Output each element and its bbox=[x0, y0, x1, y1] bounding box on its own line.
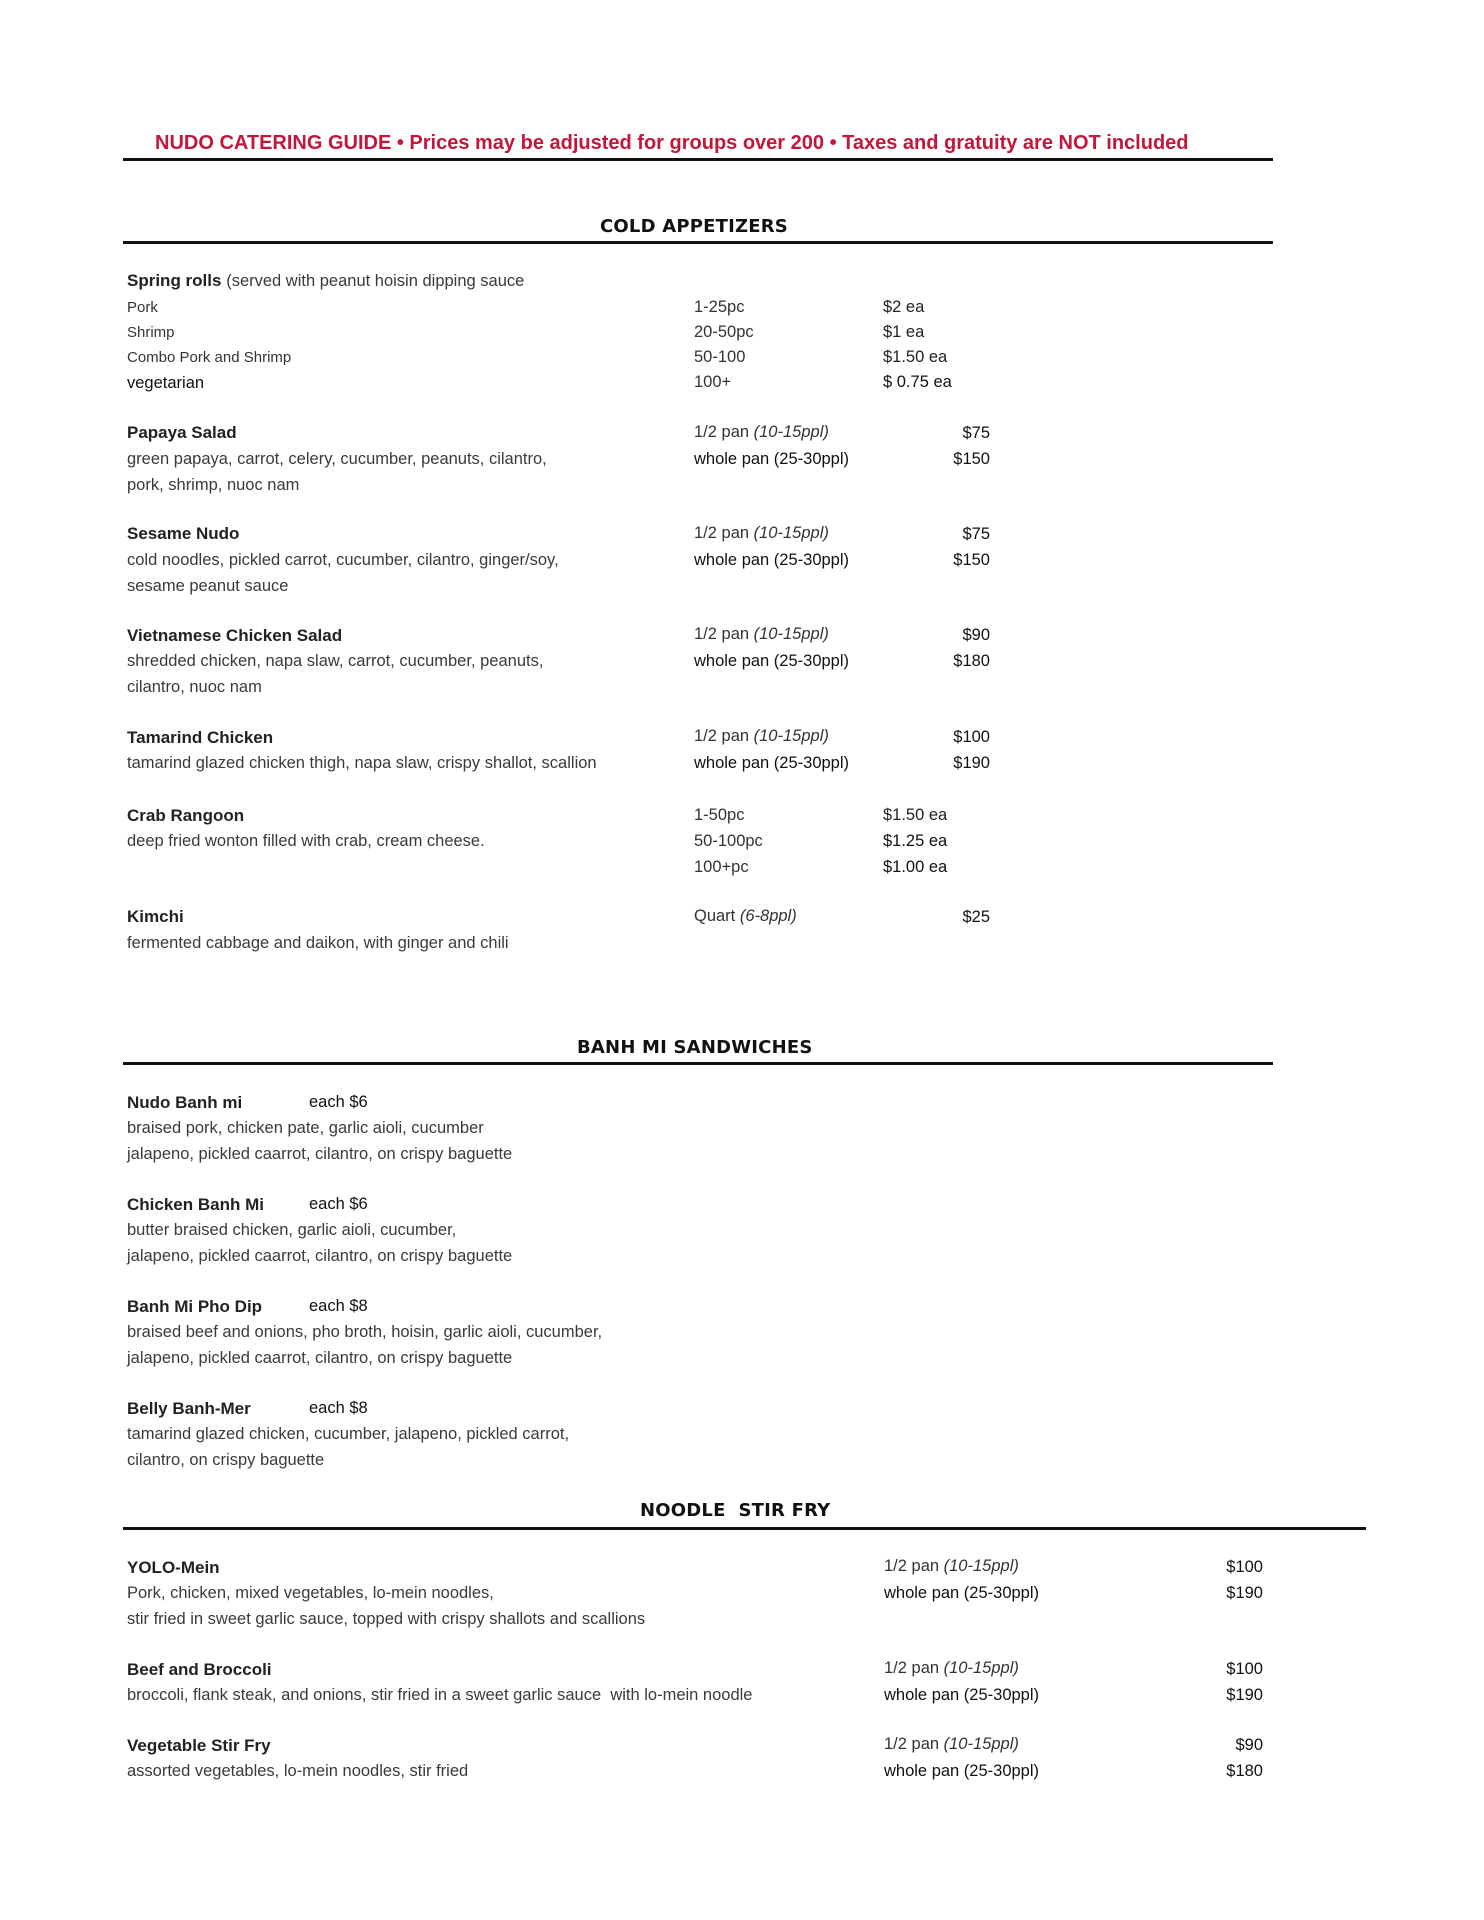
size-people: (10-15ppl) bbox=[753, 524, 829, 542]
item-description: cilantro, on crispy baguette bbox=[127, 1451, 325, 1469]
whole-pan-size: whole pan (25-30ppl) bbox=[694, 450, 850, 468]
half-pan-price: $100 bbox=[953, 728, 990, 746]
size-people: (10-15ppl) bbox=[943, 1557, 1019, 1575]
crab-qty: 100+pc bbox=[694, 858, 749, 876]
item-name: Vegetable Stir Fry bbox=[127, 1736, 271, 1755]
cold-appetizers-rule bbox=[123, 241, 1273, 244]
size-label: 1/2 pan bbox=[884, 1735, 944, 1753]
size-people: (10-15ppl) bbox=[943, 1735, 1019, 1753]
whole-pan-price: $190 bbox=[953, 754, 990, 772]
item-description: butter braised chicken, garlic aioli, cucumber, bbox=[127, 1221, 457, 1239]
spring-roll-qty: 1-25pc bbox=[694, 298, 745, 316]
item-description: cold noodles, pickled carrot, cucumber, cilantro, ginger/soy, bbox=[127, 551, 559, 569]
header-rule bbox=[123, 158, 1273, 161]
half-pan-size bbox=[884, 1659, 1019, 1678]
item-description: sesame peanut sauce bbox=[127, 577, 289, 595]
item-description: stir fried in sweet garlic sauce, topped with crispy shallots and scallions bbox=[127, 1610, 646, 1628]
item-name: Kimchi bbox=[127, 907, 184, 926]
whole-pan-price: $180 bbox=[1226, 1762, 1263, 1780]
half-pan-size bbox=[694, 727, 829, 746]
crab-price: $1.00 ea bbox=[883, 858, 948, 876]
size-people: (10-15ppl) bbox=[753, 727, 829, 745]
whole-pan-size: whole pan (25-30ppl) bbox=[694, 754, 850, 772]
crab-price: $1.50 ea bbox=[883, 806, 948, 824]
item-name: Beef and Broccoli bbox=[127, 1660, 272, 1679]
size-people: (10-15ppl) bbox=[753, 423, 829, 441]
item-description: braised pork, chicken pate, garlic aioli, cucumber bbox=[127, 1119, 484, 1137]
spring-roll-qty: 100+ bbox=[694, 373, 732, 391]
size-label: 1/2 pan bbox=[694, 524, 754, 542]
item-description: shredded chicken, napa slaw, carrot, cucumber, peanuts, bbox=[127, 652, 544, 670]
item-description: tamarind glazed chicken, cucumber, jalapeno, pickled carrot, bbox=[127, 1425, 570, 1443]
catering-guide-title: NUDO CATERING GUIDE • Prices may be adjusted for groups over 200 • Taxes and gratuity are NOT included bbox=[155, 132, 1189, 154]
item-name: YOLO-Mein bbox=[127, 1558, 220, 1577]
spring-rolls-heading bbox=[127, 271, 524, 291]
spring-roll-option: Combo Pork and Shrimp bbox=[127, 349, 292, 366]
spring-roll-option: Shrimp bbox=[127, 324, 175, 341]
item-note: (served with peanut hoisin dipping sauce bbox=[226, 272, 525, 290]
spring-roll-qty: 50-100 bbox=[694, 348, 746, 366]
item-name: Papaya Salad bbox=[127, 423, 237, 442]
quart-size bbox=[694, 907, 797, 926]
item-description: Pork, chicken, mixed vegetables, lo-mein noodles, bbox=[127, 1584, 494, 1602]
half-pan-size bbox=[694, 625, 829, 644]
item-description: green papaya, carrot, celery, cucumber, peanuts, cilantro, bbox=[127, 450, 547, 468]
spring-roll-option: Pork bbox=[127, 299, 158, 316]
whole-pan-size: whole pan (25-30ppl) bbox=[694, 551, 850, 569]
size-label: 1/2 pan bbox=[694, 625, 754, 643]
item-price: each $8 bbox=[309, 1399, 368, 1417]
half-pan-price: $75 bbox=[962, 525, 990, 543]
crab-price: $1.25 ea bbox=[883, 832, 948, 850]
half-pan-size bbox=[884, 1557, 1019, 1576]
quart-price: $25 bbox=[962, 908, 990, 926]
size-people: (10-15ppl) bbox=[753, 625, 829, 643]
item-description: assorted vegetables, lo-mein noodles, stir fried bbox=[127, 1762, 469, 1780]
item-name: Vietnamese Chicken Salad bbox=[127, 626, 343, 645]
section-title-noodle-stir-fry: NOODLE STIR FRY bbox=[640, 1500, 831, 1521]
item-name: Nudo Banh mi bbox=[127, 1093, 243, 1112]
item-name: Belly Banh-Mer bbox=[127, 1399, 251, 1418]
item-description: jalapeno, pickled caarrot, cilantro, on crispy baguette bbox=[127, 1145, 513, 1163]
whole-pan-price: $190 bbox=[1226, 1686, 1263, 1704]
item-description: pork, shrimp, nuoc nam bbox=[127, 476, 300, 494]
size-people: (10-15ppl) bbox=[943, 1659, 1019, 1677]
size-label: 1/2 pan bbox=[694, 727, 754, 745]
section-title-banh-mi: BANH MI SANDWICHES bbox=[577, 1037, 813, 1058]
spring-roll-price: $2 ea bbox=[883, 298, 925, 316]
size-label: 1/2 pan bbox=[694, 423, 754, 441]
half-pan-size bbox=[694, 423, 829, 442]
item-description: jalapeno, pickled caarrot, cilantro, on crispy baguette bbox=[127, 1349, 513, 1367]
item-price: each $6 bbox=[309, 1093, 368, 1111]
whole-pan-size: whole pan (25-30ppl) bbox=[884, 1686, 1040, 1704]
item-name: Crab Rangoon bbox=[127, 806, 245, 825]
spring-roll-price: $1 ea bbox=[883, 323, 925, 341]
size-label: 1/2 pan bbox=[884, 1557, 944, 1575]
whole-pan-price: $190 bbox=[1226, 1584, 1263, 1602]
size-label: 1/2 pan bbox=[884, 1659, 944, 1677]
crab-qty: 1-50pc bbox=[694, 806, 745, 824]
section-title-cold-appetizers: COLD APPETIZERS bbox=[600, 216, 788, 237]
half-pan-price: $75 bbox=[962, 424, 990, 442]
noodle-stir-fry-rule bbox=[123, 1527, 1366, 1530]
item-description: tamarind glazed chicken thigh, napa slaw, crispy shallot, scallion bbox=[127, 754, 597, 772]
item-description: broccoli, flank steak, and onions, stir fried in a sweet garlic sauce with lo-mein noodle bbox=[127, 1686, 753, 1704]
spring-roll-option: vegetarian bbox=[127, 374, 205, 392]
item-description: deep fried wonton filled with crab, cream cheese. bbox=[127, 832, 485, 850]
item-name: Chicken Banh Mi bbox=[127, 1195, 264, 1214]
banh-mi-rule bbox=[123, 1062, 1273, 1065]
item-description: fermented cabbage and daikon, with ginger and chili bbox=[127, 934, 509, 952]
half-pan-size bbox=[694, 524, 829, 543]
whole-pan-price: $180 bbox=[953, 652, 990, 670]
spring-roll-price: $1.50 ea bbox=[883, 348, 948, 366]
item-description: cilantro, nuoc nam bbox=[127, 678, 262, 696]
item-price: each $6 bbox=[309, 1195, 368, 1213]
whole-pan-size: whole pan (25-30ppl) bbox=[694, 652, 850, 670]
whole-pan-price: $150 bbox=[953, 551, 990, 569]
half-pan-price: $100 bbox=[1226, 1558, 1263, 1576]
whole-pan-price: $150 bbox=[953, 450, 990, 468]
half-pan-price: $90 bbox=[1235, 1736, 1263, 1754]
whole-pan-size: whole pan (25-30ppl) bbox=[884, 1584, 1040, 1602]
item-name: Sesame Nudo bbox=[127, 524, 240, 543]
item-name: Banh Mi Pho Dip bbox=[127, 1297, 263, 1316]
spring-roll-price: $ 0.75 ea bbox=[883, 373, 952, 391]
whole-pan-size: whole pan (25-30ppl) bbox=[884, 1762, 1040, 1780]
half-pan-size bbox=[884, 1735, 1019, 1754]
item-description: jalapeno, pickled caarrot, cilantro, on crispy baguette bbox=[127, 1247, 513, 1265]
half-pan-price: $100 bbox=[1226, 1660, 1263, 1678]
item-description: braised beef and onions, pho broth, hoisin, garlic aioli, cucumber, bbox=[127, 1323, 603, 1341]
size-people: (6-8ppl) bbox=[739, 907, 797, 925]
spring-roll-qty: 20-50pc bbox=[694, 323, 754, 341]
half-pan-price: $90 bbox=[962, 626, 990, 644]
item-price: each $8 bbox=[309, 1297, 368, 1315]
item-name: Spring rolls bbox=[127, 271, 222, 290]
size-label: Quart bbox=[694, 907, 740, 925]
item-name: Tamarind Chicken bbox=[127, 728, 274, 747]
crab-qty: 50-100pc bbox=[694, 832, 763, 850]
